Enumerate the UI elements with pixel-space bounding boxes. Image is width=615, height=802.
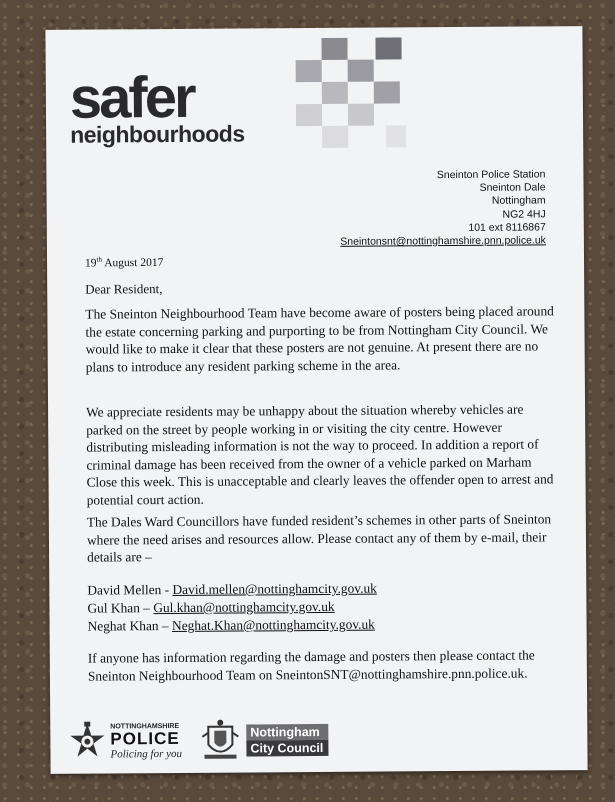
paragraph-text: The Sneinton Neighbourhood Team have become aware of posters being placed around the estate concerning parking and purporting to be from Nottingham City Council. We would like to make it clear that these posters are not genuine. At present there are no plans to introduce any resident parking scheme in the area. (85, 303, 554, 375)
police-logo-text (110, 723, 182, 760)
contact-name: Neghat Khan – (87, 618, 173, 634)
letter-date (85, 255, 163, 269)
council-logo-bottom: City Council (246, 740, 328, 757)
contact-email[interactable]: Gul.khan@nottinghamcity.gov.uk (153, 598, 335, 616)
contact-name: David Mellen - (87, 582, 173, 598)
paragraph-1 (85, 302, 555, 376)
paragraph-text: If anyone has information regarding the damage and posters then please contact the Sneinton Neighbourhood Team on SneintonSNT@nottinghamshire.pnn.police.uk. (87, 647, 535, 684)
paragraph-text: We appreciate residents may be unhappy about the situation whereby vehicles are parked on the street by people working in or visiting the city centre. However distributing misleading information is not the way to proceed. In addition a report of criminal damage has been received from the owner of a vehicle parked on Marham Close this week. This is unacceptable and clearly leaves the offender open to arrest and potential court action. (86, 401, 554, 508)
logo-neighbourhoods-text: neighbourhoods (70, 120, 245, 148)
council-logo (246, 724, 328, 757)
footer-logos (68, 718, 368, 770)
address-line: Sneinton Police Station (436, 168, 546, 182)
contact-row (88, 616, 378, 636)
letter-page (45, 26, 587, 774)
city-crest-icon (200, 719, 240, 763)
date-day: 19 (84, 257, 97, 270)
address-line: Nottingham (491, 194, 546, 208)
address-line: NG2 4HJ (502, 208, 546, 221)
council-logo-top: Nottingham (246, 724, 328, 741)
date-suffix: th (96, 255, 102, 264)
checker-pattern-logo (285, 37, 416, 153)
contact-row (87, 598, 377, 618)
address-line: Sneinton Dale (479, 181, 546, 195)
contact-email[interactable]: Neghat.Khan@nottinghamcity.gov.uk (171, 616, 375, 634)
police-county-label: NOTTINGHAMSHIRE (110, 722, 180, 731)
councillor-contacts (87, 580, 377, 636)
logo-safer-text: safer (69, 64, 194, 131)
address-phone: 101 ext 8116867 (468, 221, 546, 234)
date-month-year: August 2017 (101, 256, 164, 270)
sender-address (340, 168, 546, 249)
contact-row (87, 580, 377, 600)
address-email: Sneintonsnt@nottinghamshire.pnn.police.uk (340, 234, 546, 248)
paragraph-2 (86, 400, 557, 509)
contact-email[interactable]: David.mellen@nottinghamcity.gov.uk (172, 580, 377, 598)
paragraph-4 (88, 646, 558, 684)
police-label: POLICE (110, 728, 180, 749)
paragraph-3 (87, 510, 557, 566)
contact-name: Gul Khan – (87, 600, 154, 616)
police-badge-icon (68, 721, 106, 765)
salutation: Dear Resident, (85, 281, 163, 297)
paragraph-text: The Dales Ward Councillors have funded resident’s schemes in other parts of Sneinton where the need arises and resources allow. Please contact any of them by e-mail, their details are – (86, 511, 552, 565)
police-motto: Policing for you (110, 747, 183, 761)
